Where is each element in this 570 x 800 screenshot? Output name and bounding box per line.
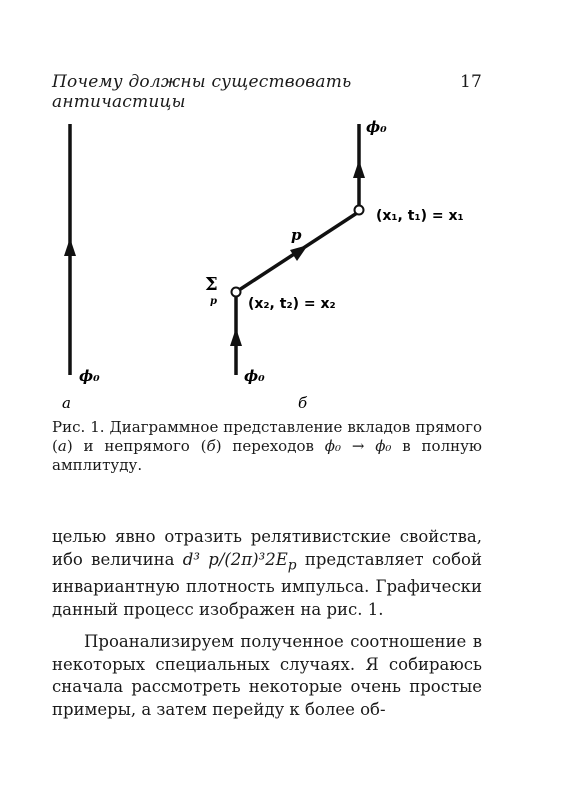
caption-text: ) и непрямого ( [66, 437, 207, 455]
formula-subscript: p [287, 556, 297, 573]
header-title: Почему должны существовать античастицы [52, 72, 352, 112]
paragraph-2: Проанализируем полученное соотношение в некоторых специальных случаях. Я собираюсь сначала рассмотреть некоторые очень простые примеры, а затем перейду к более об- [52, 632, 482, 719]
caption-math: ϕ₀ → ϕ₀ [324, 437, 392, 455]
running-header [52, 72, 482, 112]
panel-b-label: б [298, 394, 308, 412]
caption-text: ) переходов [215, 437, 325, 455]
paragraph-text: представляет собой инвариантную плотность импульса. Графически данный процесс изображен на рис. 1. [52, 549, 482, 619]
panel-b-phi-top: ϕ₀ [366, 118, 387, 136]
paragraph-1 [52, 526, 482, 621]
caption-text: Рис. 1. Диаграммное представление вкладов прямого ( [52, 418, 482, 455]
vertex-x1 [355, 206, 364, 215]
arrow-up-icon [64, 238, 76, 256]
momentum-label: p [291, 226, 302, 244]
feynman-diagram-figure [0, 110, 570, 420]
figure-caption [52, 418, 482, 475]
panel-a-label: а [62, 394, 71, 412]
density-formula: d³ p/(2π)³2E [182, 549, 288, 569]
arrow-right-icon [290, 245, 308, 261]
vertex1-label: (x₁, t₁) = x₁ [376, 208, 464, 224]
caption-ref-a: а [57, 437, 67, 455]
diagram-svg [0, 110, 570, 420]
body-text [52, 526, 482, 721]
sum-symbol: Σ [205, 274, 218, 295]
panel-a-phi-label: ϕ₀ [79, 367, 100, 385]
vertex2-label: (x₂, t₂) = x₂ [248, 296, 336, 312]
vertex-x2 [232, 288, 241, 297]
page-number: 17 [459, 72, 482, 92]
caption-text: в полную амплитуду. [52, 437, 482, 474]
caption-ref-b: б [206, 437, 216, 455]
sum-index: p [210, 296, 217, 307]
paragraph-text: целью явно отразить релятивистские свойства, ибо величина [52, 527, 482, 569]
arrow-up-icon [353, 160, 365, 178]
panel-b-phi-bottom: ϕ₀ [244, 367, 265, 385]
arrow-up-icon [230, 328, 242, 346]
